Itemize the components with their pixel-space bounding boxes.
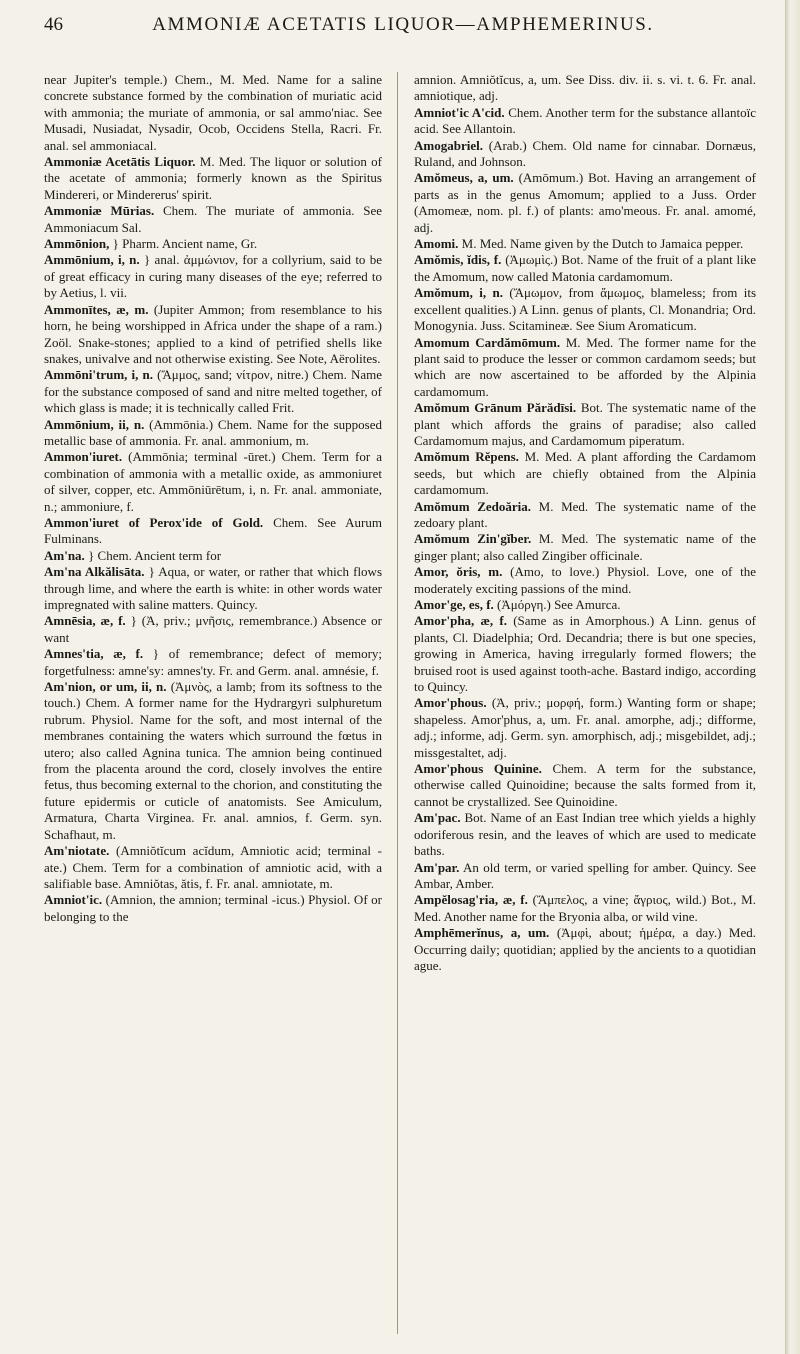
dictionary-entry bbox=[44, 548, 382, 564]
dictionary-entry bbox=[414, 72, 756, 105]
entry-text: (Amo, to love.) Physiol. Love, one of the moderately exciting passions of the mind. bbox=[414, 564, 756, 596]
entry-headword: Ammōnium, ii, n. bbox=[44, 416, 145, 432]
entry-text: (Amniŏtĭcum acĭdum, Amniotic acid; terminal -ate.) Chem. Term for a combination of amniotic acid, with a salifiable base. Amniŏtas, ătis, f. Fr. anal. amniotate, m. bbox=[44, 843, 383, 891]
entry-headword: Am'niotate. bbox=[44, 843, 110, 859]
entry-text: (Ἀμφὶ, about; ἡμέρα, a day.) Med. Occurring daily; quotidian; applied by the ancients to a quotidian ague. bbox=[414, 925, 757, 973]
dictionary-entry bbox=[414, 170, 756, 236]
left-column bbox=[44, 72, 382, 925]
dictionary-entry bbox=[414, 105, 756, 138]
entry-headword: Amŏmum Zedoăria. bbox=[414, 498, 532, 514]
dictionary-entry bbox=[44, 417, 382, 450]
entry-headword: Ammoniæ Acetātis Liquor. bbox=[44, 154, 196, 170]
entry-text: (Ἄμμος, sand; νίτρον, nitre.) Chem. Name for the substance composed of sand and nitre melted together, of which glass is made; it is technically called Frit. bbox=[44, 367, 383, 416]
entry-text: Bot. Name of an East Indian tree which yields a highly odoriferous resin, and the leaves of which are used to medicate baths. bbox=[414, 810, 757, 859]
dictionary-entry bbox=[414, 285, 756, 334]
entry-headword: Amor'phous. bbox=[414, 695, 487, 711]
dictionary-entry bbox=[44, 154, 382, 203]
dictionary-entry bbox=[414, 138, 756, 171]
dictionary-entry bbox=[414, 810, 756, 859]
entry-text: M. Med. Name given by the Dutch to Jamaica pepper. bbox=[461, 236, 744, 252]
dictionary-entry bbox=[44, 367, 382, 416]
entry-headword: Am'na Alkălisāta. bbox=[44, 564, 145, 580]
dictionary-entry bbox=[414, 613, 756, 695]
entry-headword: Ammōnion, bbox=[44, 236, 110, 252]
entry-headword: Amomi. bbox=[414, 236, 459, 252]
entry-headword: Ammonītes, æ, m. bbox=[44, 301, 149, 317]
dictionary-entry bbox=[44, 236, 382, 252]
entry-text: amnion. Amniŏtĭcus, a, um. See Diss. div. ii. s. vi. t. 6. Fr. anal. amniotique, adj. bbox=[414, 72, 756, 104]
entry-headword: Amniot'ic. bbox=[44, 892, 103, 908]
entry-headword: Amŏmeus, a, um. bbox=[414, 170, 514, 186]
entry-headword: Amŏmum Grānum Părădīsi. bbox=[414, 400, 577, 416]
entry-text: Chem. A term for the substance, otherwise called Quinoidine; because the salts formed from it, cannot be crystallized. See Quinoidine. bbox=[414, 761, 756, 809]
entry-text: } Aqua, or water, or rather that which flows through lime, and where the earth is white: in other words water impregnated with saline matters. Quincy. bbox=[44, 564, 382, 612]
dictionary-entry bbox=[44, 449, 382, 515]
dictionary-entry bbox=[44, 252, 382, 301]
entry-headword: Amogabriel. bbox=[414, 137, 483, 153]
dictionary-entry bbox=[414, 400, 756, 449]
entry-text: M. Med. A plant affording the Cardamom seeds, but which are chiefly obtained from the Alpinia cardamomum. bbox=[414, 449, 756, 498]
entry-headword: Ammon'iuret of Perox'ide of Gold. bbox=[44, 514, 264, 530]
entry-text: } Pharm. Ancient name, Gr. bbox=[112, 236, 258, 252]
entry-text: Chem. Another term for the substance allantoïc acid. See Allantoin. bbox=[414, 104, 756, 137]
entry-headword: Amor'ge, es, f. bbox=[414, 597, 494, 612]
dictionary-entry bbox=[44, 564, 382, 613]
dictionary-entry bbox=[44, 515, 382, 548]
dictionary-entry bbox=[414, 597, 756, 613]
entry-headword: Ammōni'trum, i, n. bbox=[44, 367, 153, 383]
entry-headword: Am'nion, or um, ii, n. bbox=[44, 679, 167, 695]
entry-headword: Am'pac. bbox=[414, 810, 461, 826]
entry-headword: Amor, ŏris, m. bbox=[414, 564, 503, 580]
entry-headword: Amŏmis, ĭdis, f. bbox=[414, 252, 502, 268]
entry-headword: Amŏmum, i, n. bbox=[414, 285, 503, 301]
entry-text: } of remembrance; defect of memory; forgetfulness: amne'sy: amnes'ty. Fr. and Germ. anal. amnésie, f. bbox=[44, 646, 383, 678]
entry-text: Bot. The systematic name of the plant which affords the grains of paradise; also called Cardamomum majus, and Cardamomum piperatum. bbox=[414, 400, 756, 448]
column-divider bbox=[397, 72, 398, 1334]
entry-text: M. Med. The systematic name of the ginger plant; also called Zingiber officinale. bbox=[414, 531, 757, 563]
entry-text: (Amnion, the amnion; terminal -icus.) Physiol. Of or belonging to the bbox=[44, 892, 383, 924]
entry-text: (Ammōnia.) Chem. Name for the supposed metallic base of ammonia. Fr. anal. ammonium, m. bbox=[44, 416, 383, 448]
entry-text: (Same as in Amorphous.) A Linn. genus of plants, Cl. Diadelphia; Ord. Decandria; there is but one species, growing in America, having irregularly formed flowers; the bruised root is used against tooth-ache. Bastard indigo, according to Quincy. bbox=[414, 613, 757, 695]
entry-headword: Ampĕlosag'ria, æ, f. bbox=[414, 892, 528, 908]
entry-headword: Amomum Cardămōmum. bbox=[414, 334, 561, 350]
dictionary-entry bbox=[414, 252, 756, 285]
entry-text: } Chem. Ancient term for bbox=[88, 547, 222, 563]
entry-headword: Amŏmum Zin'gĭber. bbox=[414, 531, 532, 547]
entry-text: (Jupiter Ammon; from resemblance to his horn, he being worshipped in Africa under the shape of a ram.) Zoöl. Snake-stones; applied to a kind of petrified shells like snakes, univalve and not otherwise existing. See Note, Aërolites. bbox=[44, 301, 382, 366]
entry-text: (Ἀμνὸς, a lamb; from its softness to the touch.) Chem. A former name for the Hydrargyri sulphuretum rubrum. Physiol. Name for the soft, and most internal of the membranes containing the waters which surround the fœtus in utero; also called Agnina tunica. The amnion being continued from the placenta around the cord, closely involves the entire fetus, thus becoming external to the chorion, and constituting the future epidermis or cuticle of anatomists. See Amiculum, Armatura, Charta Virginea. Fr. anal. amnios, f. Germ. syn. Schafhaut, m. bbox=[44, 679, 383, 842]
entry-text: (Ἀμωμὶς.) Bot. Name of the fruit of a plant like the Amomum, now called Matonia cardamomum. bbox=[414, 252, 756, 284]
entry-text: (Ἀ, priv.; μορφή, form.) Wanting form or shape; shapeless. Amor'phus, a, um. Fr. anal. amorphe, adj.; difforme, adj.; informe, adj. Germ. syn. amorphisch, adj.; misgebildet, adj.; missgestaltet, adj. bbox=[414, 695, 756, 760]
entry-text: M. Med. The liquor or solution of the acetate of ammonia; formerly known as the Spiritus Mindereri, or Mindererus' spirit. bbox=[44, 154, 383, 202]
entry-text: (Amōmum.) Bot. Having an arrangement of parts as in the genus Amomum; applied to a Juss. Order (Amomeæ, nom. pl. f.) of plants: amo'meous. Fr. anal. amomé, adj. bbox=[414, 170, 756, 235]
entry-text: M. Med. The systematic name of the zedoary plant. bbox=[414, 498, 756, 530]
entry-text: (Ἄμωμον, from ἄμωμος, blameless; from its excellent qualities.) A Linn. genus of plants, Cl. Monandria; Ord. Monogynia. Juss. Scitamineæ. See Sium Aromaticum. bbox=[414, 285, 757, 334]
entry-text: Chem. The muriate of ammonia. See Ammoniacum Sal. bbox=[44, 203, 383, 235]
entry-text: M. Med. The former name for the plant said to produce the lesser or common cardamom seeds; but which are now ascertained to be afforded by the Alpinia cardamomum. bbox=[414, 334, 756, 399]
entry-headword: Amnēsia, æ, f. bbox=[44, 613, 126, 629]
entry-text: near Jupiter's temple.) Chem., M. Med. Name for a saline concrete substance formed by the combination of muriatic acid with ammonia; the muriate of ammonia, or sal ammo'niac. See Musadi, Nusiadat, Nysadir, Ocob, Occidens Stella, Racri. Fr. anal. sel ammoniacal. bbox=[44, 72, 382, 153]
entry-headword: Amniot'ic A'cid. bbox=[414, 104, 505, 120]
entry-headword: Amphēmerĭnus, a, um. bbox=[414, 925, 550, 941]
entry-text: } anal. ἀμμώνιον, for a collyrium, said to be of great efficacy in curing many diseases of the eye; referred to by Aetius, l. vii. bbox=[44, 252, 383, 301]
dictionary-entry bbox=[414, 449, 756, 498]
dictionary-entry bbox=[44, 646, 382, 679]
dictionary-entry bbox=[414, 531, 756, 564]
entry-headword: Am'na. bbox=[44, 547, 85, 563]
entry-headword: Ammoniæ Mūrias. bbox=[44, 203, 155, 219]
entry-headword: Ammon'iuret. bbox=[44, 449, 123, 465]
running-header bbox=[44, 12, 762, 48]
dictionary-entry bbox=[414, 925, 756, 974]
dictionary-entry bbox=[414, 236, 756, 252]
dictionary-entry bbox=[414, 860, 756, 893]
dictionary-entry bbox=[44, 203, 382, 236]
dictionary-entry bbox=[44, 302, 382, 368]
dictionary-entry bbox=[44, 892, 382, 925]
dictionary-entry bbox=[414, 892, 756, 925]
entry-headword: Ammōnium, i, n. bbox=[44, 252, 140, 268]
entry-headword: Amŏmum Rĕpens. bbox=[414, 449, 519, 465]
entry-headword: Amnes'tia, æ, f. bbox=[44, 646, 144, 662]
entry-text: } (Ἀ, priv.; μνῆσις, remembrance.) Absence or want bbox=[44, 613, 382, 645]
dictionary-entry bbox=[44, 613, 382, 646]
dictionary-entry bbox=[414, 499, 756, 532]
dictionary-entry bbox=[44, 679, 382, 843]
dictionary-entry bbox=[44, 72, 382, 154]
running-title: AMMONIÆ ACETATIS LIQUOR—AMPHEMERINUS. bbox=[152, 14, 654, 35]
entry-text: (Ἄμπελος, a vine; ἄγριος, wild.) Bot., M. Med. Another name for the Bryonia alba, or wild vine. bbox=[414, 892, 756, 924]
entry-text: An old term, or varied spelling for amber. Quincy. See Ambar, Amber. bbox=[414, 859, 756, 891]
page-edge bbox=[785, 0, 800, 1354]
dictionary-entry bbox=[44, 843, 382, 892]
dictionary-entry bbox=[414, 564, 756, 597]
entry-headword: Amor'pha, æ, f. bbox=[414, 613, 507, 629]
entry-text: Chem. See Aurum Fulminans. bbox=[44, 514, 382, 547]
entry-headword: Amor'phous Quinine. bbox=[414, 761, 542, 777]
dictionary-entry bbox=[414, 335, 756, 401]
dictionary-entry bbox=[414, 695, 756, 761]
dictionary-entry bbox=[414, 761, 756, 810]
entry-headword: Am'par. bbox=[414, 859, 460, 875]
entry-text: (Arab.) Chem. Old name for cinnabar. Dornæus, Ruland, and Johnson. bbox=[414, 137, 756, 170]
page-number: 46 bbox=[44, 14, 63, 35]
entry-text: (Ammōnia; terminal -ūret.) Chem. Term for a combination of ammonia with a metallic oxide, as ammoniuret of silver, copper, etc. Ammōniūrētum, i, n. Fr. anal. ammoniate, n.; ammoniure, f. bbox=[44, 449, 382, 514]
entry-text: (Ἀμόργη.) See Amurca. bbox=[497, 597, 621, 612]
right-column bbox=[414, 72, 756, 974]
